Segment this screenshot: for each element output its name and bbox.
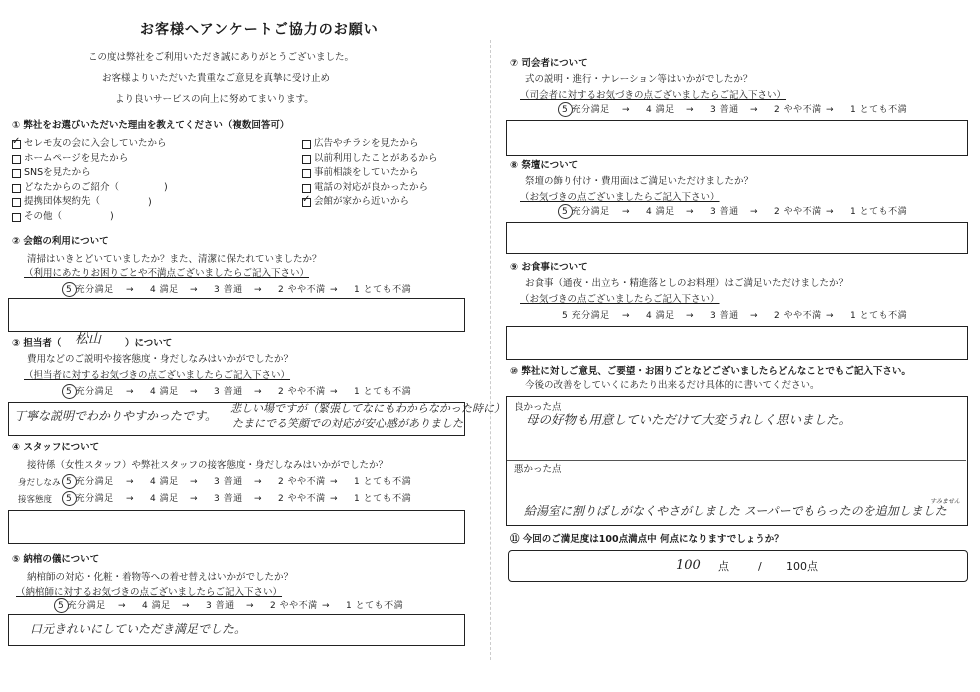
rating-option-3[interactable]: 3 普通: [214, 387, 243, 397]
arrow-icon: →: [826, 311, 835, 321]
rating-option-2[interactable]: 2 やや不満: [774, 311, 822, 321]
q10-title: ⑩ 弊社に対しご意見、ご要望・お困りごとなどございましたらどんなことでもご記入下さい。: [510, 366, 911, 377]
q4-row-appearance: 身だしなみ: [18, 478, 61, 488]
q10-question: 今後の改善をしていくにあたり出来るだけ具体的に書いてください。: [525, 380, 820, 391]
q10-bad-text: 給湯室に割りばしがなくやさがしました スーパーでもらったのを追加しました: [524, 504, 947, 518]
q3-title-start: ③ 担当者（: [12, 338, 62, 349]
rating-option-5[interactable]: 5 充分満足: [66, 494, 114, 504]
q7-title: ⑦ 司会者について: [510, 58, 588, 69]
rating-option-2[interactable]: 2 やや不満: [278, 477, 326, 487]
q1-option-checkbox[interactable]: [302, 140, 311, 149]
q5-title: ⑤ 納棺の儀について: [12, 554, 100, 565]
q1-option-checkbox[interactable]: [302, 169, 311, 178]
arrow-icon: →: [182, 601, 191, 611]
q11-slash: /: [758, 560, 762, 573]
q1-option-label: どなたからのご紹介（: [24, 181, 120, 193]
q2-comment-box[interactable]: [8, 298, 465, 332]
arrow-icon: →: [622, 311, 631, 321]
q1-option-label: ホームページを見たから: [24, 152, 129, 164]
selected-rating-circle: [62, 491, 77, 506]
arrow-icon: →: [826, 105, 835, 115]
selected-rating-circle: [54, 598, 69, 613]
arrow-icon: →: [246, 601, 255, 611]
arrow-icon: →: [330, 477, 339, 487]
arrow-icon: →: [330, 285, 339, 295]
rating-option-2[interactable]: 2 やや不満: [774, 207, 822, 217]
q1-title: ① 弊社をお選びいただいた理由を教えてください（複数回答可）: [12, 120, 290, 131]
rating-option-2[interactable]: 2 やや不満: [270, 601, 318, 611]
rating-option-4[interactable]: 4 満足: [150, 387, 179, 397]
q1-fillin-close: ): [164, 182, 168, 193]
rating-option-1[interactable]: 1 とても不満: [850, 207, 908, 217]
rating-option-4[interactable]: 4 満足: [646, 311, 675, 321]
q3-title-end: ）について: [125, 338, 173, 349]
q2-note: （利用にあたりお困りごとや不満点ございましたらご記入下さい）: [24, 268, 310, 279]
rating-option-1[interactable]: 1 とても不満: [850, 105, 908, 115]
rating-option-3[interactable]: 3 普通: [214, 494, 243, 504]
q1-option-label: 広告やチラシを見たから: [314, 138, 419, 149]
arrow-icon: →: [750, 105, 759, 115]
q10-bad-small: すみません: [930, 498, 961, 505]
q8-comment-box[interactable]: [506, 222, 968, 254]
arrow-icon: →: [190, 477, 199, 487]
rating-option-1[interactable]: 1 とても不満: [354, 387, 412, 397]
column-divider: [490, 40, 491, 660]
rating-option-3[interactable]: 3 普通: [710, 105, 739, 115]
rating-option-4[interactable]: 4 満足: [150, 285, 179, 295]
rating-option-4[interactable]: 4 満足: [150, 494, 179, 504]
arrow-icon: →: [750, 311, 759, 321]
rating-option-2[interactable]: 2 やや不満: [278, 285, 326, 295]
arrow-icon: →: [190, 387, 199, 397]
q5-question: 納棺師の対応・化粧・着物等への着せ替えはいかがでしたか？: [27, 572, 294, 583]
arrow-icon: →: [750, 207, 759, 217]
q8-note: （お気づきの点ございましたらご記入下さい）: [520, 192, 720, 203]
rating-option-4[interactable]: 4 満足: [646, 105, 675, 115]
rating-option-1[interactable]: 1 とても不満: [346, 601, 404, 611]
rating-option-4[interactable]: 4 満足: [150, 477, 179, 487]
checkmark-icon: ✓: [12, 136, 21, 147]
rating-option-2[interactable]: 2 やや不満: [278, 494, 326, 504]
arrow-icon: →: [254, 494, 263, 504]
q7-question: 式の説明・進行・ナレーション等はいかがでしたか？: [525, 74, 753, 85]
selected-rating-circle: [62, 282, 77, 297]
intro-line-3: より良いサービスの向上に努めてまいります。: [115, 94, 314, 105]
rating-option-1[interactable]: 1 とても不満: [354, 477, 412, 487]
q3-comment-3: たまにでる笑顔での対応が安心感がありました: [232, 417, 463, 430]
q1-option-label: セレモ友の会に入会していたから: [24, 138, 167, 149]
q1-option-label: 事前相談をしていたから: [314, 167, 419, 179]
arrow-icon: →: [330, 494, 339, 504]
q4-row-attitude: 接客態度: [18, 495, 53, 505]
q1-option-label: 提携団体契約先（: [24, 196, 101, 208]
rating-option-1[interactable]: 1 とても不満: [850, 311, 908, 321]
q1-option-checkbox[interactable]: [12, 136, 21, 149]
q1-option-checkbox[interactable]: [302, 194, 311, 207]
arrow-icon: →: [622, 105, 631, 115]
q9-title: ⑨ お食事について: [510, 262, 588, 273]
q3-comment-2: 悲しい場ですが（緊張してなにもわからなかった時に）: [230, 402, 505, 415]
arrow-icon: →: [254, 477, 263, 487]
page-title: お客様へアンケートご協力のお願い: [140, 22, 379, 38]
q1-option-checkbox[interactable]: [12, 184, 21, 193]
rating-option-3[interactable]: 3 普通: [214, 477, 243, 487]
q4-title: ④ スタッフについて: [12, 442, 100, 453]
q7-note: （司会者に対するお気づきの点ございましたらご記入下さい）: [520, 90, 787, 101]
rating-option-4[interactable]: 4 満足: [142, 601, 171, 611]
q8-question: 祭壇の飾り付け・費用面はご満足いただけましたか？: [525, 176, 754, 187]
q1-option-checkbox[interactable]: [12, 198, 21, 207]
arrow-icon: →: [118, 601, 127, 611]
q1-option-label: SNSを見たから: [24, 167, 91, 179]
arrow-icon: →: [190, 285, 199, 295]
q11-unit: 点: [718, 560, 729, 573]
q1-fillin-close: ): [110, 211, 114, 222]
q1-option-label: その他（: [24, 211, 63, 222]
q1-option-checkbox[interactable]: [302, 184, 311, 193]
q3-question: 費用などのご説明や接客態度・身だしなみはいかがでしたか？: [27, 354, 294, 365]
q1-option-checkbox[interactable]: [12, 155, 21, 164]
q1-option-label: 会館が家から近いから: [314, 196, 410, 208]
q1-fillin-close: ): [148, 197, 152, 208]
rating-option-1[interactable]: 1 とても不満: [354, 494, 412, 504]
arrow-icon: →: [126, 477, 135, 487]
arrow-icon: →: [126, 494, 135, 504]
arrow-icon: →: [686, 311, 695, 321]
arrow-icon: →: [126, 285, 135, 295]
q1-option-label: 以前利用したことがあるから: [314, 152, 438, 164]
rating-option-3[interactable]: 3 普通: [710, 207, 739, 217]
q4-question: 接待係（女性スタッフ）や弊社スタッフの接客態度・身だしなみはいかがでしたか？: [27, 460, 389, 471]
selected-rating-circle: [558, 204, 573, 219]
arrow-icon: →: [254, 387, 263, 397]
rating-option-3[interactable]: 3 普通: [214, 285, 243, 295]
selected-rating-circle: [558, 102, 573, 117]
q1-option-checkbox[interactable]: [302, 155, 311, 164]
rating-option-5[interactable]: 5 充分満足: [66, 477, 114, 487]
arrow-icon: →: [826, 207, 835, 217]
q2-title: ② 会館の利用について: [12, 236, 109, 247]
selected-rating-circle: [62, 474, 77, 489]
q3-note: （担当者に対するお気づきの点ございましたらご記入下さい）: [24, 370, 291, 381]
q1-option-checkbox[interactable]: [12, 169, 21, 178]
q2-question: 清掃はいきとどいていましたか？また、清潔に保たれていましたか？: [27, 254, 322, 265]
checkmark-icon: ✓: [302, 194, 311, 206]
q10-good-label: 良かった点: [514, 402, 562, 413]
q9-note: （お気づきの点ございましたらご記入下さい）: [520, 294, 720, 305]
rating-option-5[interactable]: 5 充分満足: [562, 105, 610, 115]
arrow-icon: →: [190, 494, 199, 504]
arrow-icon: →: [330, 387, 339, 397]
q11-score: 100: [676, 558, 701, 573]
arrow-icon: →: [322, 601, 331, 611]
q7-comment-box[interactable]: [506, 120, 968, 156]
rating-option-5[interactable]: 5 充分満足: [66, 387, 114, 397]
q10-separator: [507, 460, 966, 461]
q5-comment: 口元きれいにしていただき満足でした。: [30, 622, 247, 636]
selected-rating-circle: [62, 384, 77, 399]
q11-score-box[interactable]: [508, 550, 968, 582]
intro-line-2: お客様よりいただいた貴重なご意見を真摯に受け止め: [102, 73, 331, 84]
q9-comment-box[interactable]: [506, 326, 968, 360]
q1-option-checkbox[interactable]: [12, 213, 21, 222]
q1-option-label: 電話の対応が良かったから: [314, 181, 429, 193]
rating-option-5[interactable]: 5 充分満足: [66, 285, 114, 295]
q8-title: ⑧ 祭壇について: [510, 160, 579, 171]
rating-option-5[interactable]: 5 充分満足: [58, 601, 106, 611]
arrow-icon: →: [622, 207, 631, 217]
rating-option-2[interactable]: 2 やや不満: [774, 105, 822, 115]
arrow-icon: →: [686, 105, 695, 115]
arrow-icon: →: [254, 285, 263, 295]
q10-good-text: 母の好物も用意していただけて大変うれしく思いました。: [526, 412, 852, 427]
intro-line-1: この度は弊社をご利用いただき誠にありがとうございました。: [88, 52, 355, 63]
q5-note: （納棺師に対するお気づきの点ございましたらご記入下さい）: [16, 587, 283, 598]
rating-option-1[interactable]: 1 とても不満: [354, 285, 412, 295]
rating-option-5[interactable]: 5 充分満足: [562, 311, 610, 321]
q4-comment-box[interactable]: [8, 510, 465, 544]
q9-question: お食事（通夜・出立ち・精進落としのお料理）はご満足いただけましたか？: [525, 278, 849, 289]
q3-staff-name: 松山: [75, 332, 102, 347]
arrow-icon: →: [686, 207, 695, 217]
rating-option-3[interactable]: 3 普通: [206, 601, 235, 611]
q3-comment-1: 丁寧な説明でわかりやすかったです。: [14, 409, 218, 423]
q10-bad-label: 悪かった点: [514, 464, 562, 475]
rating-option-4[interactable]: 4 満足: [646, 207, 675, 217]
arrow-icon: →: [126, 387, 135, 397]
rating-option-3[interactable]: 3 普通: [710, 311, 739, 321]
rating-option-5[interactable]: 5 充分満足: [562, 207, 610, 217]
rating-option-2[interactable]: 2 やや不満: [278, 387, 326, 397]
q11-max: 100点: [786, 560, 818, 573]
q11-title: ⑪ 今回のご満足度は100点満点中 何点になりますでしょうか？: [510, 534, 784, 545]
